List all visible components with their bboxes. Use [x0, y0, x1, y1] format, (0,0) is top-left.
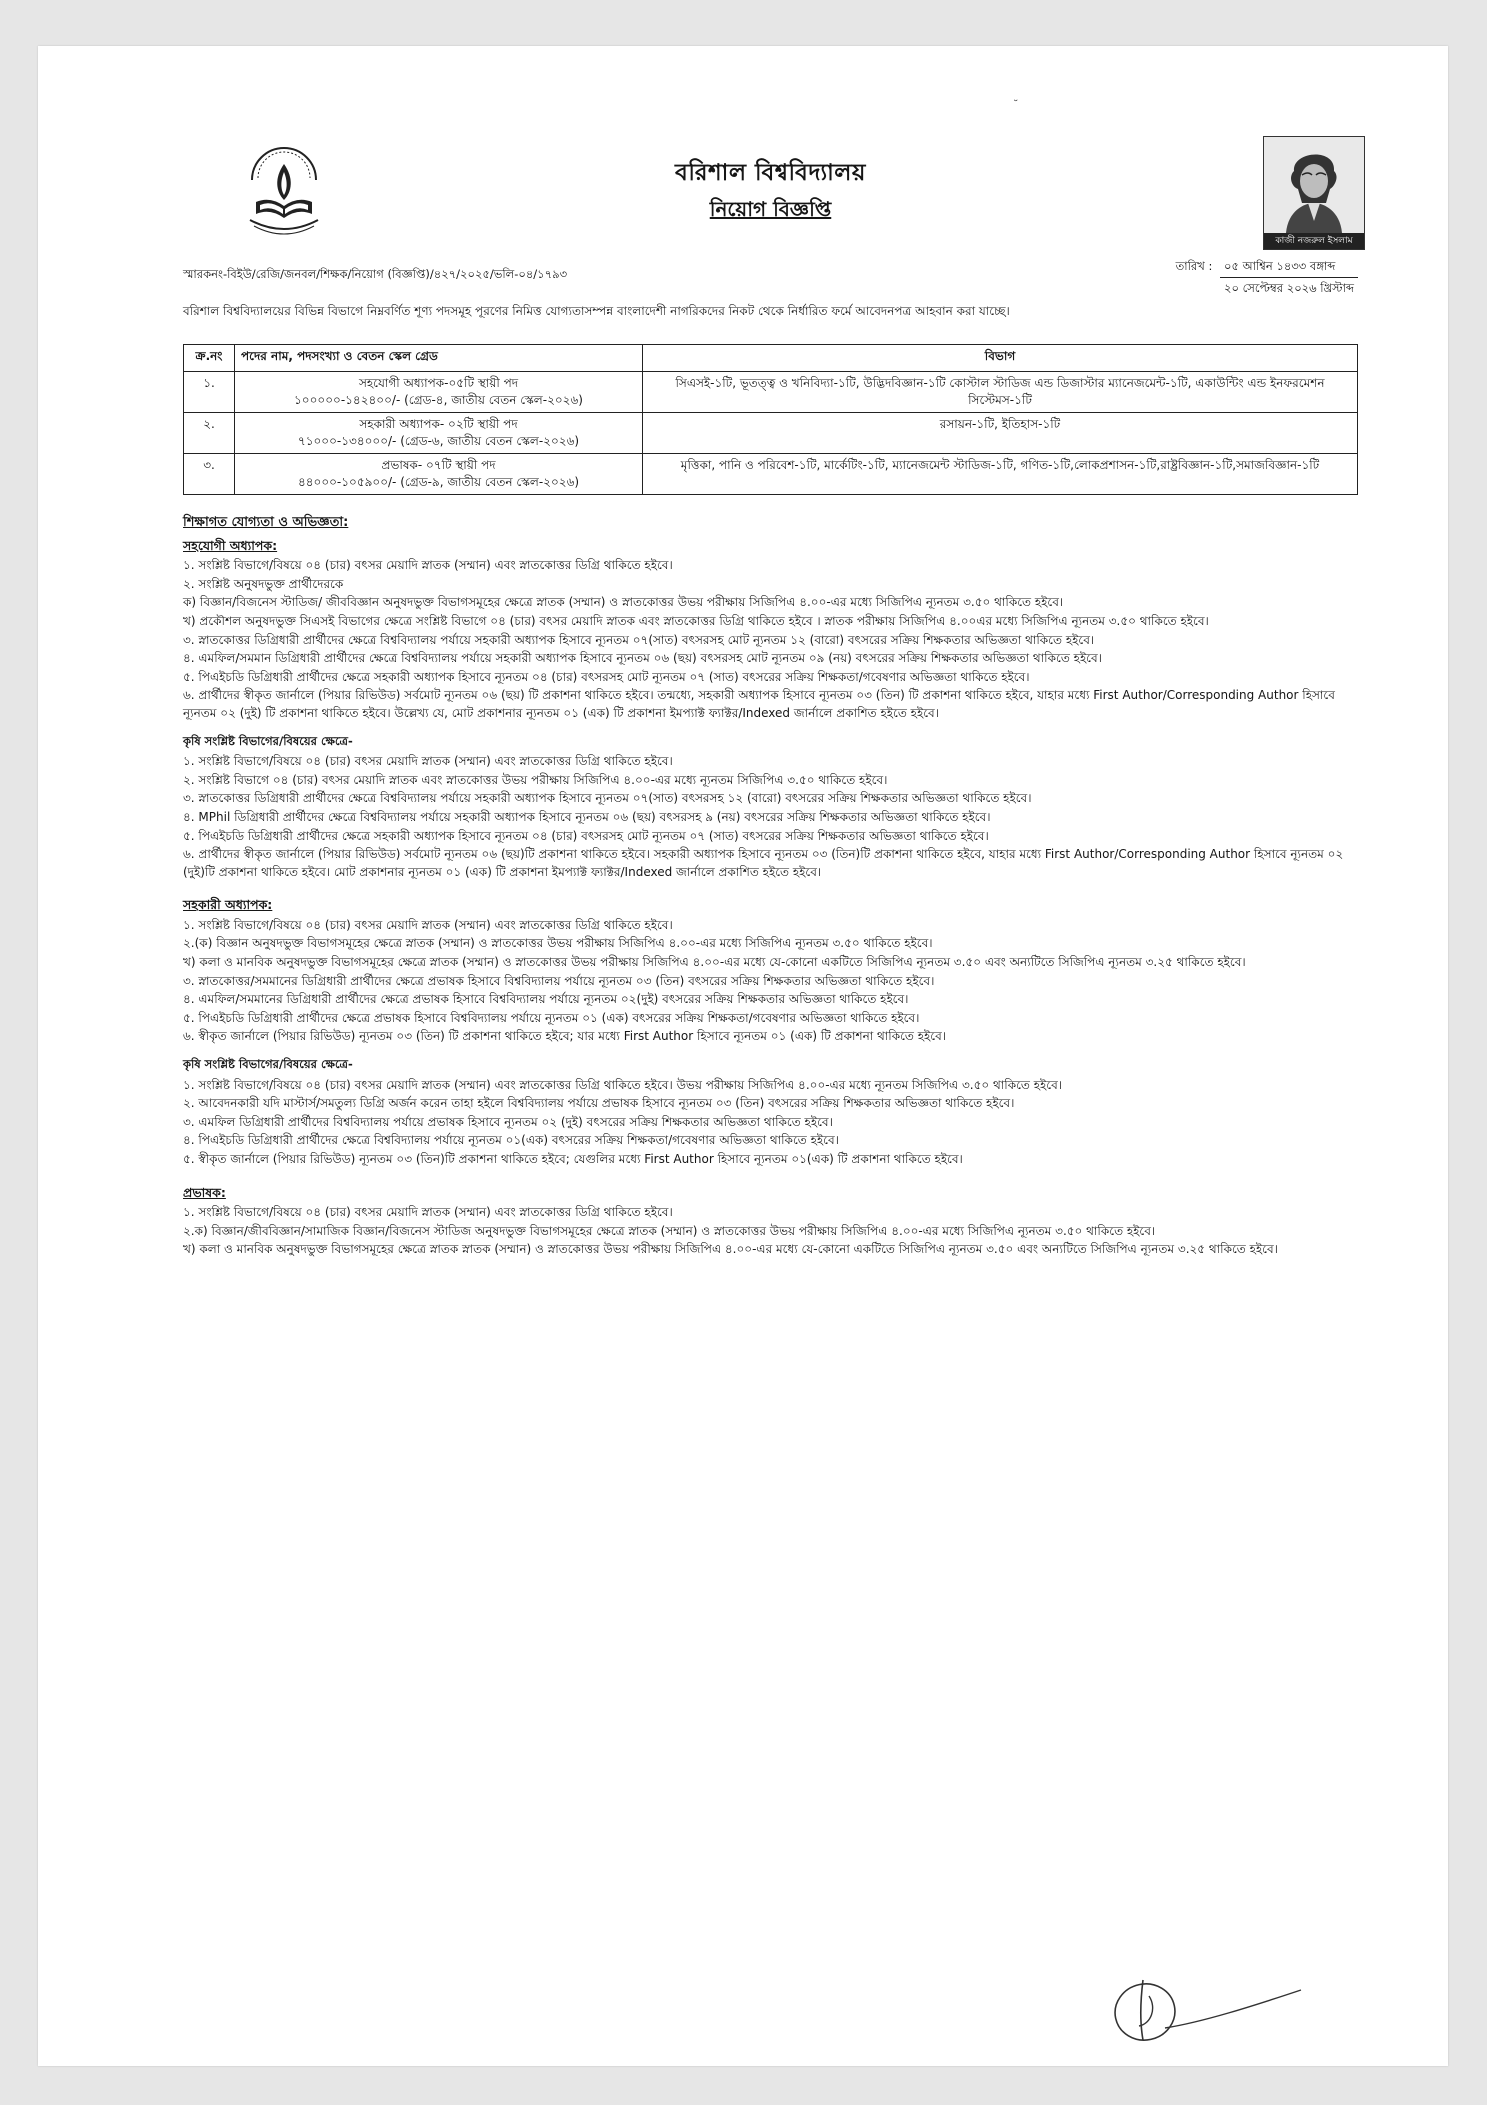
qualification-item: ৩. স্নাতকোত্তর/সমমানের ডিগ্রিধারী প্রার্থীদের ক্ষেত্রে প্রভাষক হিসাবে বিশ্ববিদ্যালয় পর্যায়ে ন্যূনতম ০৩ (তিন) বৎসরের সক্রিয় শিক্ষকতার অভিজ্ঞতা থাকিতে হইবে।	[183, 973, 935, 988]
qualification-item: ৩. এমফিল ডিগ্রিধারী প্রার্থীদের বিশ্ববিদ্যালয় পর্যায়ে প্রভাষক হিসাবে ন্যূনতম ০২ (দুই) বৎসরের সক্রিয় শিক্ষকতার অভিজ্ঞতা থাকিতে হইবে।	[183, 1114, 833, 1129]
notice-page	[38, 46, 1448, 2066]
signature-icon	[1103, 1966, 1303, 2046]
qualifications-section	[183, 514, 1358, 1260]
header-serial: ক্র.নং	[184, 345, 235, 372]
associate-professor-heading: সহযোগী অধ্যাপক:	[183, 537, 278, 553]
portrait-photo-icon	[1264, 137, 1364, 233]
row-serial: ১.	[184, 372, 235, 413]
associate-agri-heading: কৃষি সংশ্লিষ্ট বিভাগের/বিষয়ের ক্ষেত্রে-	[183, 733, 353, 748]
stray-mark: ˘	[1013, 98, 1019, 111]
qualification-item: ৪. MPhil ডিগ্রিধারী প্রার্থীদের ক্ষেত্রে বিশ্ববিদ্যালয় পর্যায়ে সহকারী অধ্যাপক হিসাবে ন্যূনতম ০৬ (ছয়) বৎসরসহ ৯ (নয়) বৎসরের সক্রিয় শিক্ষকতার অভিজ্ঞতা থাকিতে হইবে।	[183, 809, 991, 824]
associate-professor-list	[183, 557, 1358, 722]
qualification-item: ১. সংশ্লিষ্ট বিভাগে/বিষয়ে ০৪ (চার) বৎসর মেয়াদি স্নাতক (সম্মান) এবং স্নাতকোত্তর ডিগ্রি থাকিতে হইবে।	[183, 754, 673, 769]
row-departments: মৃত্তিকা, পানি ও পরিবেশ-১টি, মার্কেটিং-১টি, ম্যানেজমেন্ট স্টাডিজ-১টি, গণিত-১টি,লোকপ্রশাসন-১টি,রাষ্ট্রবিজ্ঞান-১টি,সমাজবিজ্ঞান-১টি	[643, 454, 1358, 495]
qualification-item: ১. সংশ্লিষ্ট বিভাগে/বিষয়ে ০৪ (চার) বৎসর মেয়াদি স্নাতক (সম্মান) এবং স্নাতকোত্তর ডিগ্রি থাকিতে হইবে।	[183, 1205, 673, 1220]
date-block	[1176, 258, 1358, 299]
qualification-item: ৫. পিএইচডি ডিগ্রিধারী প্রার্থীদের ক্ষেত্রে সহকারী অধ্যাপক হিসাবে ন্যূনতম ০৪ (চার) বৎসরসহ মোট ন্যূনতম ০৭ (সাত) বৎসরের সক্রিয় শিক্ষকতা/গবেষণার অভিজ্ঞতা থাকিতে হইবে।	[183, 669, 1030, 684]
table-row	[184, 372, 1358, 413]
pay-scale: ৭১০০০-১৩৪০০০/- (গ্রেড-৬, জাতীয় বেতন স্কেল-২০২৬)	[297, 434, 580, 448]
row-departments: রসায়ন-১টি, ইতিহাস-১টি	[643, 413, 1358, 454]
portrait-caption: কাজী নজরুল ইসলাম	[1264, 233, 1364, 249]
qualification-item: ১. সংশ্লিষ্ট বিভাগে/বিষয়ে ০৪ (চার) বৎসর মেয়াদি স্নাতক (সম্মান) এবং স্নাতকোত্তর ডিগ্রি থাকিতে হইবে।	[183, 558, 673, 573]
date-gregorian: ২০ সেপ্টেম্বর ২০২৬ খ্রিস্টাব্দ	[1224, 281, 1354, 295]
post-name: সহযোগী অধ্যাপক-০৫টি স্থায়ী পদ	[358, 376, 519, 390]
qualification-item: ৬. প্রার্থীদের স্বীকৃত জার্নালে (পিয়ার রিভিউড) সর্বমোট ন্যূনতম ০৬ (ছয়)টি প্রকাশনা থাকিতে হইবে। সহকারী অধ্যাপক হিসাবে ন্যূনতম ০৩ (তিন)টি প্রকাশনা থাকিতে হইবে, যাহার মধ্যে First Author/Corresponding Author হিসাবে ন্যূনতম ০২ (দুই)টি প্রকাশনা থাকিতে হইবে। মোট প্রকাশনার ন্যূনতম ০১ (এক) টি প্রকাশনা ইমপ্যাক্ট ফ্যাক্টর/Indexed জার্নালে প্রকাশিত হইতে হইবে।	[183, 847, 1344, 879]
header-post: পদের নাম, পদসংখ্যা ও বেতন স্কেল গ্রেড	[235, 345, 643, 372]
pay-scale: ৪৪০০০-১০৫৯০০/- (গ্রেড-৯, জাতীয় বেতন স্কেল-২০২৬)	[297, 475, 580, 489]
associate-agri-list	[183, 753, 1358, 881]
date-bangla: ০৫ আশ্বিন ১৪৩৩ বঙ্গাব্দ	[1220, 258, 1358, 278]
qualification-item: ৫. পিএইচডি ডিগ্রিধারী প্রার্থীদের ক্ষেত্রে সহকারী অধ্যাপক হিসাবে ন্যূনতম ০৪ (চার) বৎসরসহ মোট ন্যূনতম ০৭ (সাত) বৎসরের সক্রিয় শিক্ষকতার অভিজ্ঞতা থাকিতে হইবে।	[183, 828, 989, 843]
qualification-item: ৪. এমফিল/সমমান ডিগ্রিধারী প্রার্থীদের ক্ষেত্রে বিশ্ববিদ্যালয় পর্যায়ে সহকারী অধ্যাপক হিসাবে ন্যূনতম ০৬ (ছয়) বৎসরসহ মোট ন্যূনতম ০৯ (নয়) বৎসরের সক্রিয় শিক্ষকতার অভিজ্ঞতা থাকিতে হইবে।	[183, 651, 1102, 666]
row-serial: ৩.	[184, 454, 235, 495]
qualification-item: ৫. স্বীকৃত জার্নালে (পিয়ার রিভিউড) ন্যূনতম ০৩ (তিন)টি প্রকাশনা থাকিতে হইবে; যেগুলির মধ্যে First Author হিসাবে ন্যূনতম ০১(এক) টি প্রকাশনা থাকিতে হইবে।	[183, 1152, 963, 1166]
qualification-item: ২.ক) বিজ্ঞান/জীববিজ্ঞান/সামাজিক বিজ্ঞান/বিজনেস স্টাডিজ অনুষদভুক্ত বিভাগসমূহের ক্ষেত্রে স্নাতক (সম্মান) ও স্নাতকোত্তর উভয় পরীক্ষায় সিজিপিএ ৪.০০-এর মধ্যে সিজিপিএ ন্যূনতম ৩.৫০ থাকিতে হইবে।	[183, 1223, 1156, 1238]
row-post	[235, 454, 643, 495]
assistant-professor-list	[183, 917, 1358, 1046]
post-name: প্রভাষক- ০৭টি স্থায়ী পদ	[381, 458, 496, 472]
qualification-item: ২. আবেদনকারী যদি মাস্টার্স/সমতুল্য ডিগ্রি অর্জন করেন তাহা হইলে বিশ্ববিদ্যালয় পর্যায়ে প্রভাষক হিসাবে ন্যূনতম ০৩ (তিন) বৎসরের সক্রিয় শিক্ষকতার অভিজ্ঞতা থাকিতে হইবে।	[183, 1096, 1015, 1111]
qualification-item: ২. সংশ্লিষ্ট অনুষদভুক্ত প্রার্থীদেরকে	[183, 576, 344, 591]
row-post	[235, 413, 643, 454]
qualification-item: ৬. স্বীকৃত জার্নালে (পিয়ার রিভিউড) ন্যূনতম ০৩ (তিন) টি প্রকাশনা থাকিতে হইবে; যার মধ্যে First Author হিসাবে ন্যূনতম ০১ (এক) টি প্রকাশনা থাকিতে হইবে।	[183, 1029, 947, 1044]
qualification-item: ৬. প্রার্থীদের স্বীকৃত জার্নালে (পিয়ার রিভিউড) সর্বমোট ন্যূনতম ০৬ (ছয়) টি প্রকাশনা থাকিতে হইবে। তন্মধ্যে, সহকারী অধ্যাপক হিসাবে ন্যূনতম ০৩ (তিন) টি প্রকাশনা থাকিতে হইবে, যাহার মধ্যে First Author/Corresponding Author হিসাবে ন্যূনতম ০২ (দুই) টি প্রকাশনা থাকিতে হইবে। উল্লেখ্য যে, মোট প্রকাশনার ন্যূনতম ০১ (এক) টি প্রকাশনা ইমপ্যাক্ট ফ্যাক্টর/Indexed জার্নালে প্রকাশিত হইতে হইবে।	[183, 688, 1335, 720]
qualification-item: খ) কলা ও মানবিক অনুষদভুক্ত বিভাগসমূহের ক্ষেত্রে স্নাতক স্নাতক (সম্মান) ও স্নাতকোত্তর উভয় পরীক্ষায় সিজিপিএ ৪.০০-এর মধ্যে যে-কোনো একটিতে সিজিপিএ ন্যূনতম ৩.৫০ এবং অন্যটিতে সিজিপিএ ন্যূনতম ৩.২৫ থাকিতে হইবে।	[183, 1242, 1278, 1257]
lecturer-heading: প্রভাষক:	[183, 1184, 226, 1200]
row-departments: সিএসই-১টি, ভূতত্ত্ব ও খনিবিদ্যা-১টি, উদ্ভিদবিজ্ঞান-১টি কোস্টাল স্টাডিজ এন্ড ডিজাস্টার ম্যানেজমেন্ট-১টি, একাউন্টিং এন্ড ইনফরমেশন সিস্টেমস-১টি	[643, 372, 1358, 413]
pay-scale: ১০০০০০-১৪২৪০০/- (গ্রেড-৪, জাতীয় বেতন স্কেল-২০২৬)	[294, 393, 583, 407]
portrait-photo	[1263, 136, 1365, 250]
qualification-item: ৩. স্নাতকোত্তর ডিগ্রিধারী প্রার্থীদের ক্ষেত্রে বিশ্ববিদ্যালয় পর্যায়ে সহকারী অধ্যাপক হিসাবে ন্যূনতম ০৭(সাত) বৎসরসহ মোট ন্যূনতম ১২ (বারো) বৎসরের সক্রিয় শিক্ষকতার অভিজ্ঞতা থাকিতে হইবে।	[183, 632, 1095, 647]
assistant-professor-heading: সহকারী অধ্যাপক:	[183, 897, 273, 913]
notice-title: নিয়োগ বিজ্ঞপ্তি	[709, 197, 832, 221]
qualification-item: ৫. পিএইচডি ডিগ্রিধারী প্রার্থীদের ক্ষেত্রে প্রভাষক হিসাবে বিশ্ববিদ্যালয় পর্যায়ে ন্যূনতম ০১ (এক) বৎসরের সক্রিয় শিক্ষকতা/গবেষণার অভিজ্ঞতা থাকিতে হইবে।	[183, 1010, 920, 1025]
university-name: বরিশাল বিশ্ববিদ্যালয়	[675, 160, 866, 186]
table-row	[184, 413, 1358, 454]
qualification-item: ৪. এমফিল/সমমানের ডিগ্রিধারী প্রার্থীদের ক্ষেত্রে প্রভাষক হিসাবে বিশ্ববিদ্যালয় পর্যায়ে ন্যূনতম ০২(দুই) বৎসরের সক্রিয় শিক্ষকতার অভিজ্ঞতা থাকিতে হইবে।	[183, 992, 909, 1007]
qualification-item: ৪. পিএইচডি ডিগ্রিধারী প্রার্থীদের ক্ষেত্রে বিশ্ববিদ্যালয় পর্যায়ে ন্যূনতম ০১(এক) বৎসরের সক্রিয় শিক্ষকতা/গবেষণার অভিজ্ঞতা থাকিতে হইবে।	[183, 1133, 839, 1148]
intro-paragraph: বরিশাল বিশ্ববিদ্যালয়ের বিভিন্ন বিভাগে নিম্নবর্ণিত শূণ্য পদসমূহ পূরণের নিমিত্ত যোগ্যতাসম্পন্ন বাংলাদেশী নাগরিকদের নিকট থেকে নির্ধারিত ফর্মে আবেদনপত্র আহবান করা যাচ্ছে।	[183, 304, 1010, 318]
notice-header	[183, 106, 1358, 246]
qualification-item: খ) প্রকৌশল অনুষদভুক্ত সিএসই বিভাগের ক্ষেত্রে সংশ্লিষ্ট বিভাগে ০৪ (চার) বৎসর মেয়াদি স্নাতক এবং স্নাতকোত্তর ডিগ্রি থাকিতে হইবে । স্নাতক পরীক্ষায় সিজিপিএ ৪.০০এর মধ্যে সিজিপিএ ন্যূনতম ৩.৫০ থাকিতে হইবে।	[183, 613, 1209, 628]
date-lines	[1220, 258, 1358, 299]
row-serial: ২.	[184, 413, 235, 454]
date-label: তারিখ :	[1175, 259, 1213, 273]
qualification-item: ক) বিজ্ঞান/বিজনেস স্টাডিজ/ জীববিজ্ঞান অনুষদভুক্ত বিভাগসমূহের ক্ষেত্রে স্নাতক (সম্মান) ও স্নাতকোত্তর উভয় পরীক্ষায় সিজিপিএ ৪.০০-এর মধ্যে সিজিপিএ ন্যূনতম ৩.৫০ থাকিতে হইবে।	[183, 595, 1064, 610]
qualification-item: ১. সংশ্লিষ্ট বিভাগে/বিষয়ে ০৪ (চার) বৎসর মেয়াদি স্নাতক (সম্মান) এবং স্নাতকোত্তর ডিগ্রি থাকিতে হইবে। উভয় পরীক্ষায় সিজিপিএ ৪.০০-এর মধ্যে ন্যূনতম সিজিপিএ ৩.৫০ থাকিতে হইবে।	[183, 1077, 1063, 1092]
qualifications-heading: শিক্ষাগত যোগ্যতা ও অভিজ্ঞতা:	[183, 515, 349, 530]
qualification-item: ২. সংশ্লিষ্ট বিভাগে ০৪ (চার) বৎসর মেয়াদি স্নাতক এবং স্নাতকোত্তর উভয় পরীক্ষায় সিজিপিএ ৪.০০-এর মধ্যে ন্যূনতম সিজিপিএ ৩.৫০ থাকিতে হইবে।	[183, 772, 888, 787]
header-department: বিভাগ	[643, 345, 1358, 372]
qualification-item: ২.(ক) বিজ্ঞান অনুষদভুক্ত বিভাগসমূহের ক্ষেত্রে স্নাতক (সম্মান) ও স্নাতকোত্তর উভয় পরীক্ষায় সিজিপিএ ৪.০০-এর মধ্যে সিজিপিএ ন্যূনতম ৩.৫০ থাকিতে হইবে।	[183, 936, 933, 951]
qualification-item: ১. সংশ্লিষ্ট বিভাগে/বিষয়ে ০৪ (চার) বৎসর মেয়াদি স্নাতক (সম্মান) এবং স্নাতকোত্তর ডিগ্রি থাকিতে হইবে।	[183, 917, 673, 932]
memo-row	[183, 258, 1358, 302]
table-header-row	[184, 345, 1358, 372]
row-post	[235, 372, 643, 413]
assistant-agri-heading: কৃষি সংশ্লিষ্ট বিভাগের/বিষয়ের ক্ষেত্রে-	[183, 1057, 353, 1072]
post-name: সহকারী অধ্যাপক- ০২টি স্থায়ী পদ	[359, 417, 518, 431]
assistant-agri-list	[183, 1077, 1358, 1169]
table-row	[184, 454, 1358, 495]
qualification-item: খ) কলা ও মানবিক অনুষদভুক্ত বিভাগসমূহের ক্ষেত্রে স্নাতক (সম্মান) ও স্নাতকোত্তর উভয় পরীক্ষায় সিজিপিএ ৪.০০-এর মধ্যে যে-কোনো একটিতে সিজিপিএ ন্যূনতম ৩.৫০ এবং অন্যটিতে সিজিপিএ ন্যূনতম ৩.২৫ থাকিতে হইবে।	[183, 955, 1246, 970]
qualification-item: ৩. স্নাতকোত্তর ডিগ্রিধারী প্রার্থীদের ক্ষেত্রে বিশ্ববিদ্যালয় পর্যায়ে সহকারী অধ্যাপক হিসাবে ন্যূনতম ০৭(সাত) বৎসরসহ ১২ (বারো) বৎসরের সক্রিয় শিক্ষকতার অভিজ্ঞতা থাকিতে হইবে।	[183, 791, 1032, 806]
posts-table	[183, 344, 1358, 495]
lecturer-list	[183, 1204, 1358, 1259]
memo-number: স্মারকনং-বিইউ/রেজি/জনবল/শিক্ষক/নিয়োগ (বিজ্ঞপ্তি)/৪২৭/২০২৫/ভলি-০৪/১৭৯৩	[183, 267, 568, 281]
title-block	[183, 154, 1358, 228]
